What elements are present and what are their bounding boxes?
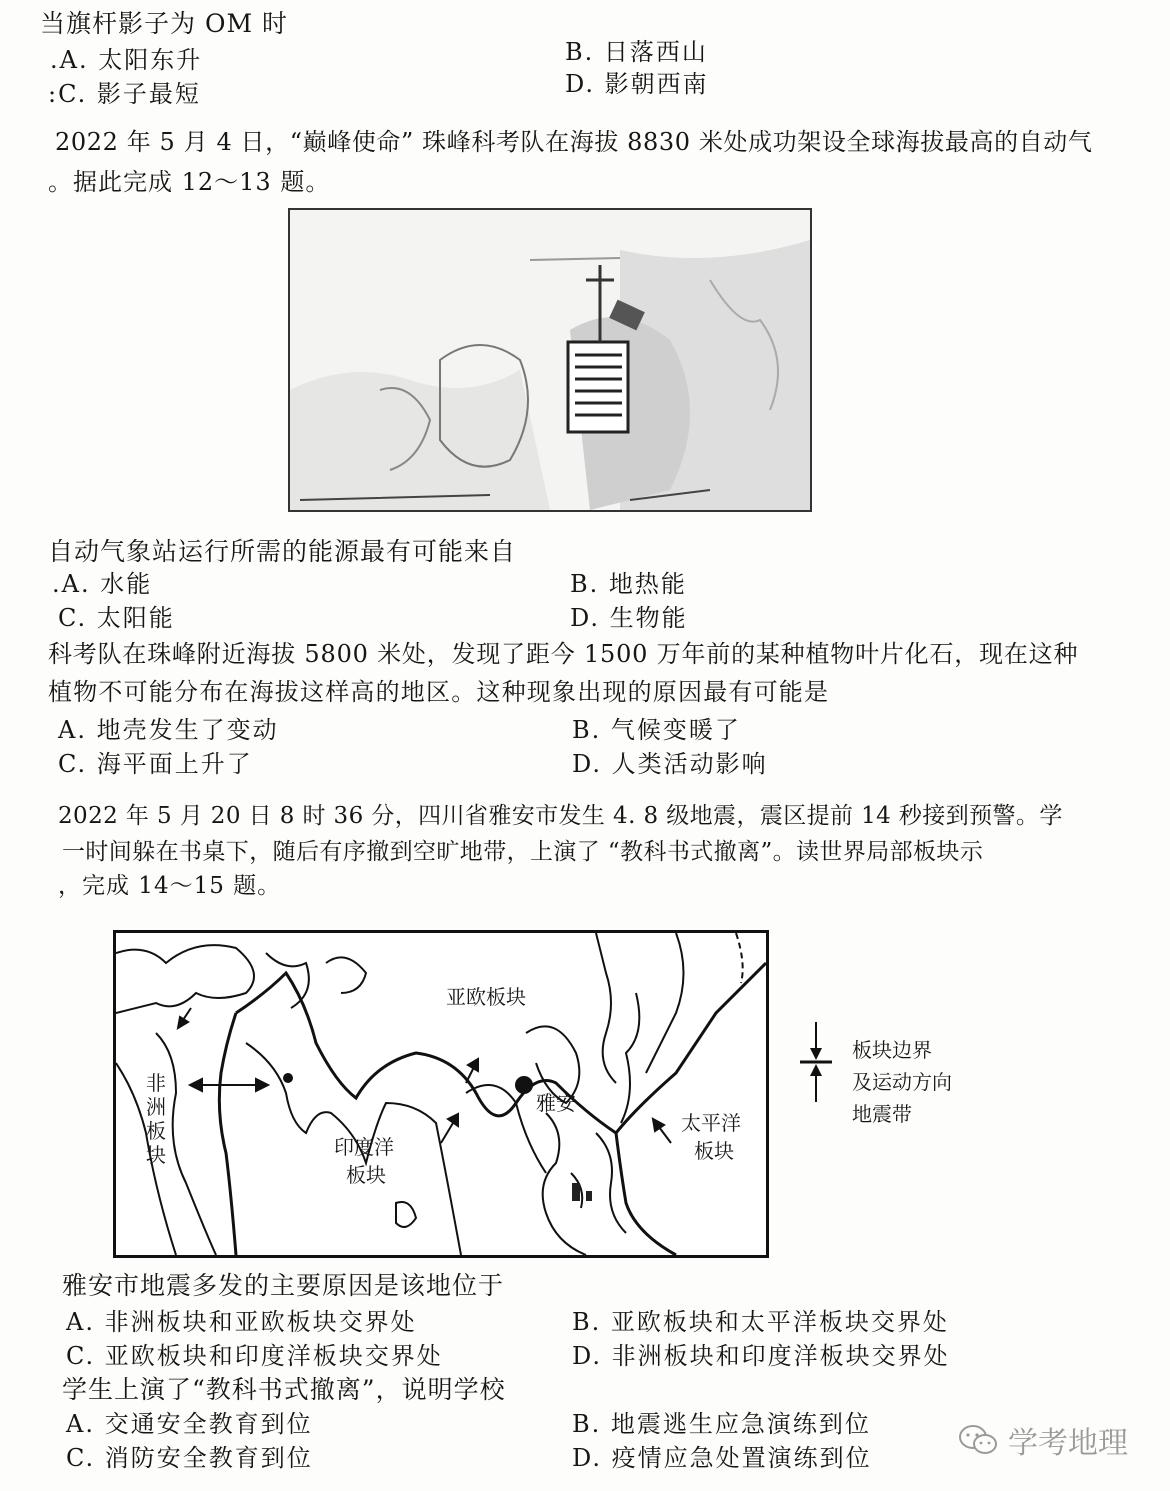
label-pacific-plate-line1: 太平洋: [681, 1111, 741, 1135]
q14-option-d: D. 非洲板块和印度洋板块交界处: [572, 1342, 950, 1370]
plate-map: [113, 930, 769, 1258]
legend-boundary-line1: 板块边界: [852, 1038, 932, 1062]
intro-14-15-line3: ，完成 14～15 题。: [58, 873, 282, 899]
intro-12-13-line1: 2022 年 5 月 4 日，“巅峰使命” 珠峰科考队在海拔 8830 米处成功架设全球海拔最高的自动气: [55, 128, 1093, 156]
q12-option-a: .A. 水能: [52, 570, 153, 598]
q14-option-a: A. 非洲板块和亚欧板块交界处: [66, 1308, 417, 1336]
label-indian-plate-line1: 印度洋: [334, 1135, 394, 1159]
q12-option-b: B. 地热能: [570, 570, 687, 598]
wechat-icon: [958, 1423, 998, 1457]
q11-stem: 当旗杆影子为 OM 时: [40, 9, 288, 38]
weather-station-photo: [288, 208, 812, 512]
yaan-marker: [515, 1076, 533, 1094]
q11-option-c: :C. 影子最短: [48, 80, 201, 108]
watermark-text: 学考地理: [1008, 1426, 1128, 1461]
q12-option-c: C. 太阳能: [58, 604, 175, 632]
plate-map-drawing: [116, 933, 766, 1255]
q15-option-d: D. 疫情应急处置演练到位: [572, 1444, 872, 1472]
q14-stem: 雅安市地震多发的主要原因是该地位于: [62, 1271, 505, 1300]
q13-option-d: D. 人类活动影响: [572, 750, 768, 778]
label-pacific-plate-line2: 板块: [694, 1139, 734, 1163]
q12-stem: 自动气象站运行所需的能源最有可能来自: [48, 537, 517, 566]
q13-option-a: A. 地壳发生了变动: [58, 716, 279, 744]
q15-option-b: B. 地震逃生应急演练到位: [572, 1410, 871, 1438]
weather-station-image: [290, 210, 810, 510]
q13-option-b: B. 气候变暖了: [572, 716, 741, 744]
watermark: [958, 1418, 1128, 1462]
legend-boundary-line2: 及运动方向: [852, 1070, 952, 1094]
legend-seismic-belt: 地震带: [852, 1102, 912, 1126]
q12-option-d: D. 生物能: [570, 604, 688, 632]
intro-14-15-line1: 2022 年 5 月 20 日 8 时 36 分，四川省雅安市发生 4. 8 级地震，震区提前 14 秒接到预警。学: [58, 803, 1063, 829]
intro-14-15-line2: 一时间躲在书桌下，随后有序撤到空旷地带，上演了 “教科书式撤离”。读世界局部板块示: [62, 839, 984, 865]
label-indian-plate-line2: 板块: [346, 1163, 386, 1187]
q11-option-d: D. 影朝西南: [565, 70, 709, 98]
label-eurasian-plate: 亚欧板块: [446, 985, 526, 1009]
label-african-plate: 非洲板块: [146, 1071, 166, 1167]
q11-option-a: .A. 太阳东升: [50, 46, 203, 74]
q13-option-c: C. 海平面上升了: [58, 750, 253, 778]
q13-stem-line1: 科考队在珠峰附近海拔 5800 米处，发现了距今 1500 万年前的某种植物叶片化石，现在这种: [48, 640, 1079, 668]
boundary-arrows-icon: [798, 1022, 834, 1102]
intro-12-13-line2: 。据此完成 12～13 题。: [48, 168, 331, 196]
q13-stem-line2: 植物不可能分布在海拔这样高的地区。这种现象出现的原因最有可能是: [48, 678, 830, 706]
q15-option-a: A. 交通安全教育到位: [66, 1410, 313, 1438]
q15-stem: 学生上演了“教科书式撤离”，说明学校: [62, 1375, 506, 1404]
q14-option-b: B. 亚欧板块和太平洋板块交界处: [572, 1308, 949, 1336]
q15-option-c: C. 消防安全教育到位: [66, 1444, 313, 1472]
q11-option-b: B. 日落西山: [565, 38, 708, 66]
label-yaan: 雅安: [536, 1091, 576, 1115]
q14-option-c: C. 亚欧板块和印度洋板块交界处: [66, 1342, 443, 1370]
